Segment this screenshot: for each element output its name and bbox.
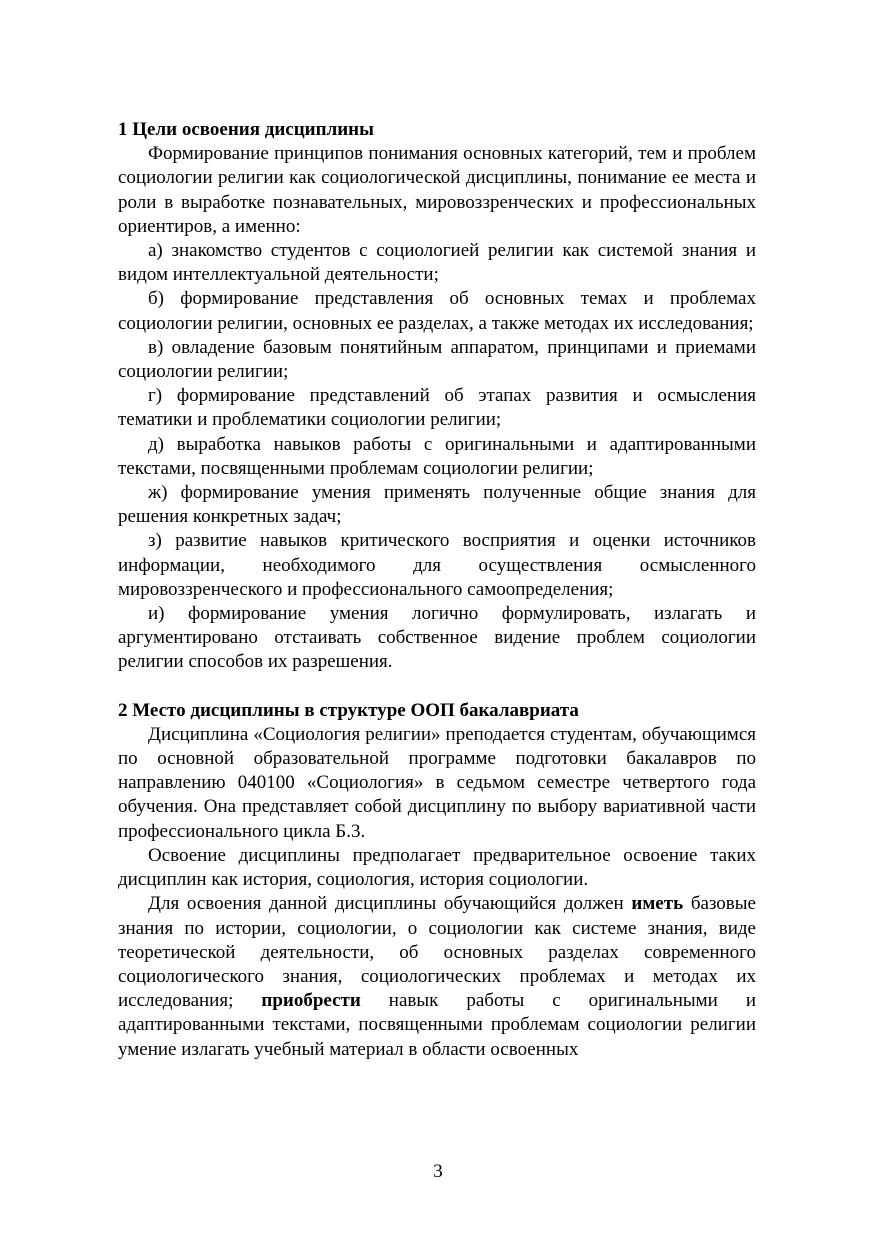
goal-item-z: з) развитие навыков критического восприятия и оценки источников информации, необходимого для осуществления осмысленного мировоззренческого и профессионального самоопределения; (118, 530, 756, 600)
section-1-heading: 1 Цели освоения дисциплины (118, 119, 374, 140)
section-1-intro: Формирование принципов понимания основных категорий, тем и проблем социологии религии как социологической дисциплины, понимание ее места и роли в выработке познавательных, мировоззренческих и профессиональных ориентиров, а именно: (118, 143, 756, 237)
goal-item-g: г) формирование представлений об этапах развития и осмысления тематики и проблематики социологии религии; (118, 385, 756, 431)
goal-item-b: б) формирование представления об основных темах и проблемах социологии религии, основных ее разделах, а также методах их исследования; (118, 288, 756, 334)
goal-item-i: и) формирование умения логично формулировать, излагать и аргументировано отстаивать собственное видение проблем социологии религии способов их разрешения. (118, 603, 756, 673)
section-2-heading: 2 Место дисциплины в структуре ООП бакалавриата (118, 699, 579, 721)
p3-text-2: базовые знания по истории, социологии, о социологии как системе знания, виде теоретической деятельности, об основных разделах современного социологического знания, социологических проблемах и методах их исследования; (118, 893, 756, 1012)
goal-item-a: а) знакомство студентов с социологией религии как системой знания и видом интеллектуальной деятельности; (118, 240, 756, 286)
document-page (118, 118, 756, 1062)
goal-item-zh: ж) формирование умения применять полученные общие знания для решения конкретных задач; (118, 482, 756, 528)
section-2-paragraph-1: Дисциплина «Социология религии» преподается студентам, обучающимся по основной образовательной программе подготовки бакалавров по направлению 040100 «Социология» в седьмом семестре четвертого года обучения. Она представляет собой дисциплину по выбору вариативной части профессионального цикла Б.3. (118, 723, 756, 842)
section-2-paragraph-3 (118, 892, 756, 1061)
goal-item-v: в) овладение базовым понятийным аппаратом, принципами и приемами социологии религии; (118, 336, 756, 383)
section-gap (118, 675, 756, 699)
p3-text-1: Для освоения данной дисциплины обучающийся должен (148, 893, 632, 915)
p3-text-3: навык работы с оригинальными и адаптированными текстами, посвященными проблемам социологии религии умение излагать учебный материал в области освоенных (118, 990, 757, 1060)
goal-item-d: д) выработка навыков работы с оригинальными и адаптированными текстами, посвященными проблемам социологии религии; (118, 433, 756, 479)
p3-bold-imet: иметь (631, 893, 684, 915)
p3-bold-priobresti: приобрести (261, 990, 361, 1012)
section-2-paragraph-2: Освоение дисциплины предполагает предварительное освоение таких дисциплин как история, социология, история социологии. (118, 844, 756, 891)
page-number: 3 (433, 1161, 443, 1182)
